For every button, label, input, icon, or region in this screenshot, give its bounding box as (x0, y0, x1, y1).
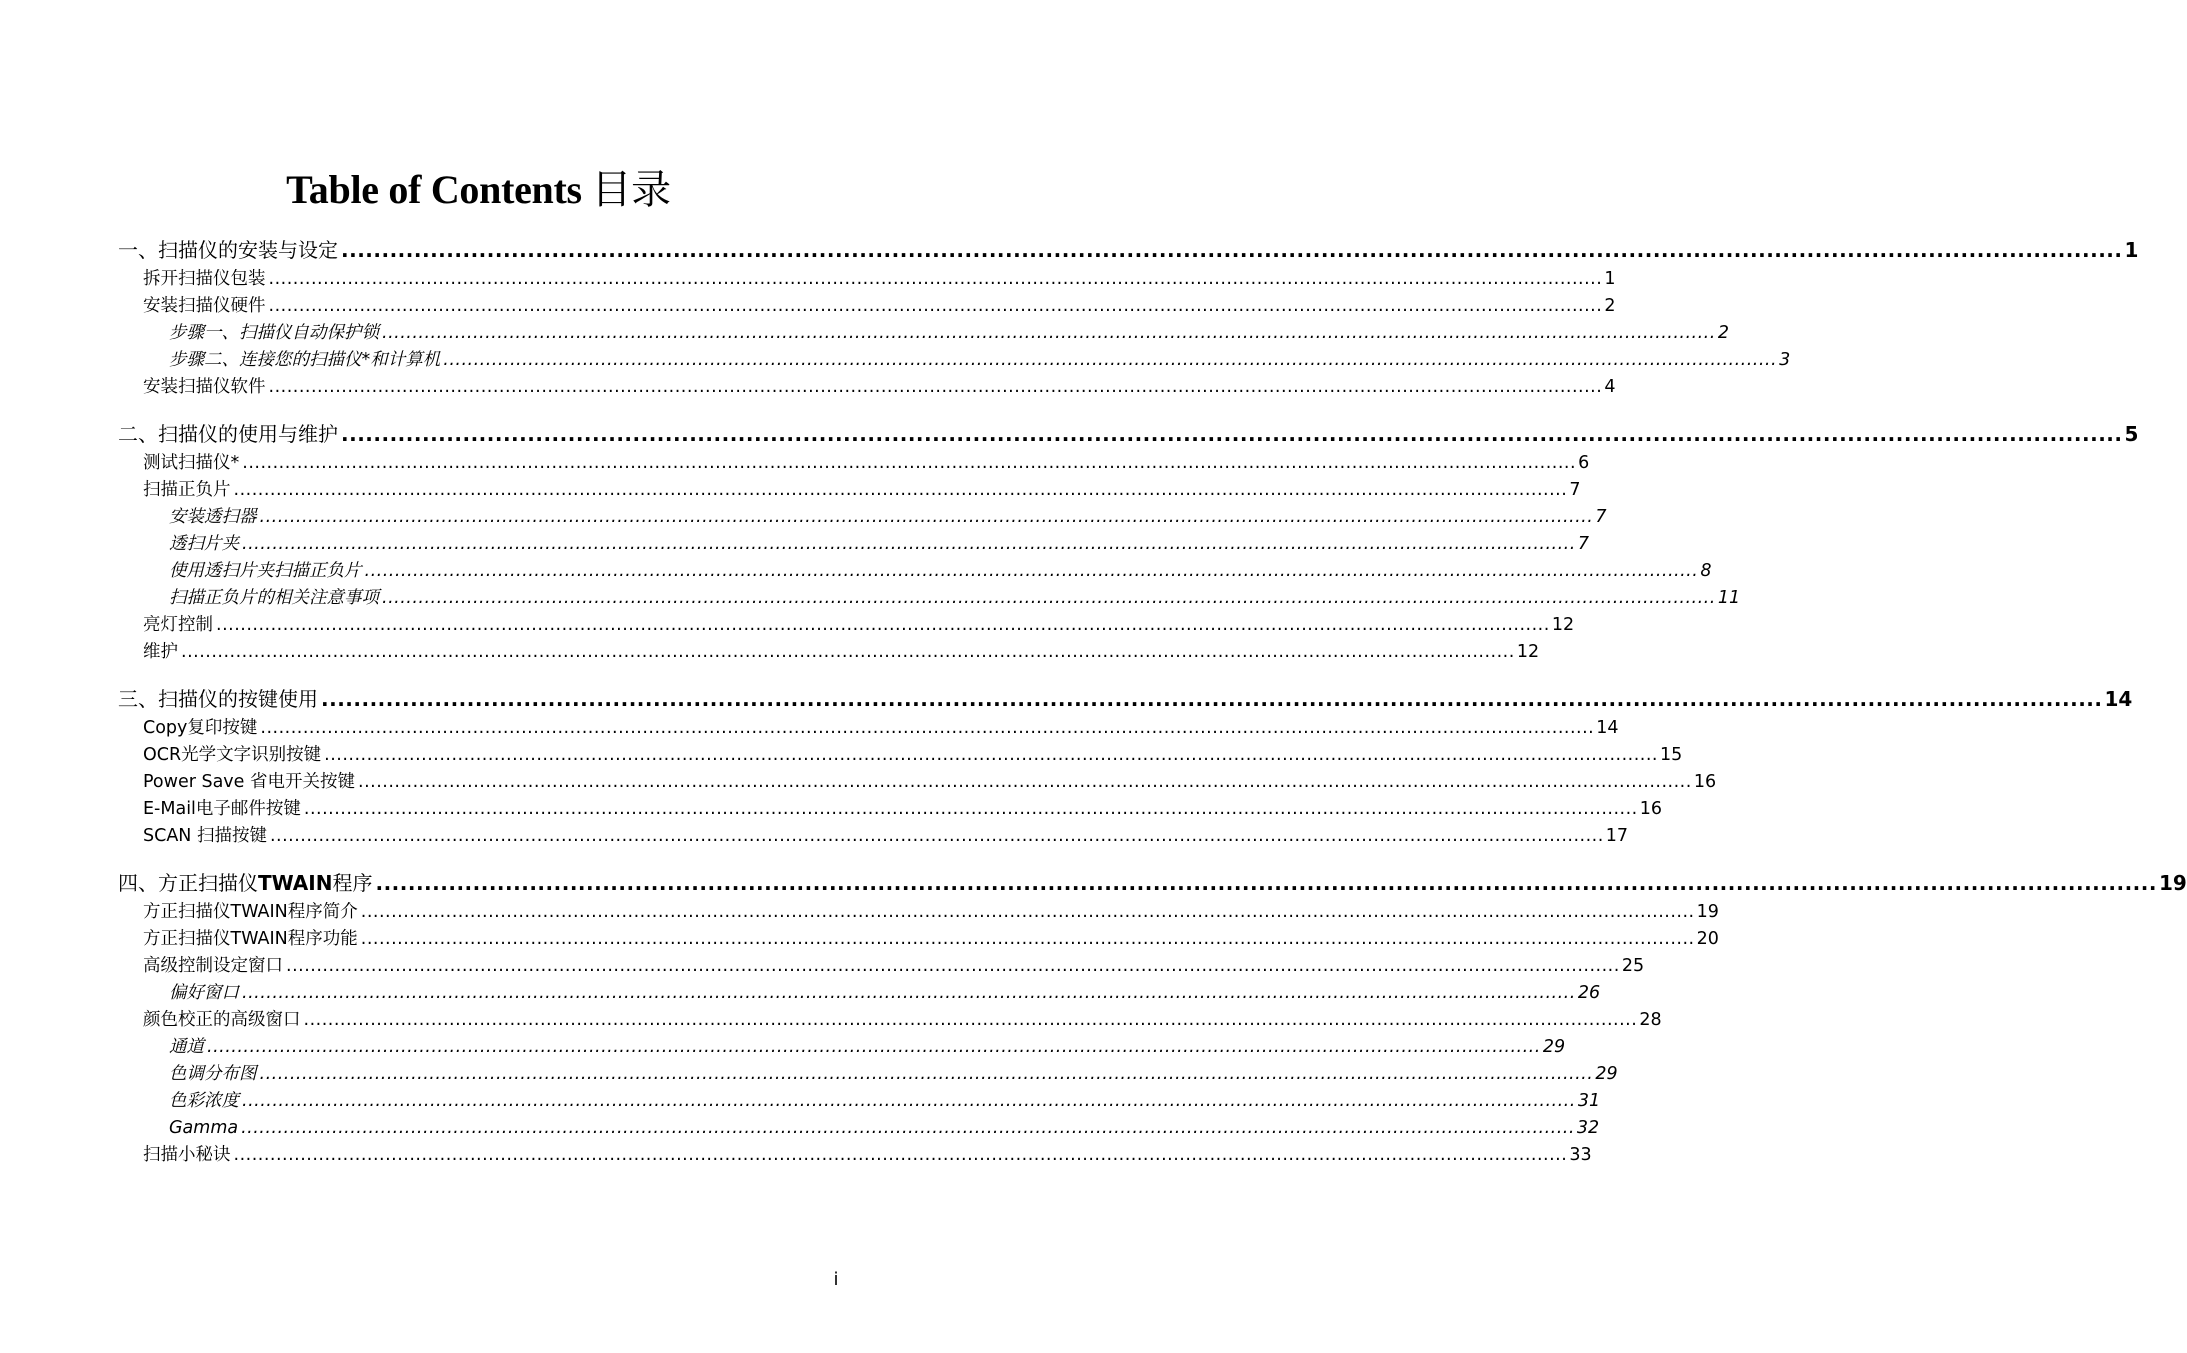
toc-leader-dots: ............................................................................................................................................................................................................................ (269, 826, 1604, 846)
toc-section-2[interactable] (118, 420, 2139, 448)
toc-leader-dots: ............................................................................................................................................................................................................................ (259, 1064, 1594, 1084)
toc-entry[interactable] (143, 477, 1581, 503)
toc-entry[interactable] (169, 1034, 1566, 1060)
toc-entry-label: 安装透扫器 (169, 507, 257, 527)
page-title-latin: Table of Contents (286, 167, 582, 212)
toc-entry-page: 2 (1604, 296, 1616, 316)
toc-entry-label: 测试扫描仪* (143, 453, 240, 473)
toc-entry-page: 3 (1779, 350, 1791, 370)
toc-entry-label: 色彩浓度 (169, 1091, 239, 1111)
toc-entry-label: 扫描正负片的相关注意事项 (169, 588, 379, 608)
toc-entry[interactable] (169, 585, 1741, 611)
toc-leader-dots: ............................................................................................................................................................................................................................ (242, 534, 1576, 554)
toc-entry[interactable] (143, 796, 1663, 822)
toc-entry-label (118, 869, 372, 897)
toc-entry-label: 二、扫描仪的使用与维护 (118, 422, 338, 446)
toc-entry-page: 8 (1700, 561, 1712, 581)
toc-leader-dots: ............................................................................................................................................................................................................................ (233, 1145, 1568, 1165)
toc-entry-page: 1 (1604, 269, 1616, 289)
toc-entry[interactable] (143, 823, 1629, 849)
toc-leader-dots: ............................................................................................................................................................................................................................ (324, 745, 1658, 765)
toc-entry[interactable] (143, 926, 1719, 952)
toc-entry-page: 7 (1577, 534, 1589, 554)
toc-entry-page: 17 (1605, 826, 1629, 846)
toc-leader-dots: ............................................................................................................................................................................................................................ (216, 615, 1550, 635)
toc-leader-dots: ............................................................................................................................................................................................................................ (360, 929, 1695, 949)
toc-section-4[interactable] (118, 869, 2187, 897)
toc-leader-dots: ............................................................................................................................................................................................................................ (382, 323, 1716, 343)
toc-entry-label: 三、扫描仪的按键使用 (118, 687, 318, 711)
toc-entry-page: 32 (1576, 1118, 1600, 1138)
toc-leader-dots: ............................................................................................................................................................................................................................ (268, 296, 1603, 316)
toc-entry-page: 14 (1596, 718, 1619, 738)
toc-entry[interactable] (169, 558, 1712, 584)
toc-leader-dots: ............................................................................................................................................................................................................................ (268, 377, 1603, 397)
toc-section-1[interactable] (118, 236, 2139, 264)
toc-entry-label: 安装扫描仪软件 (143, 377, 266, 397)
toc-entry[interactable] (143, 742, 1683, 768)
toc-entry-label: 通道 (169, 1037, 204, 1057)
toc-entry[interactable] (143, 715, 1619, 741)
toc-leader-dots: ............................................................................................................................................................................................................................ (364, 561, 1699, 581)
toc-leader-dots: ............................................................................................................................................................................................................................ (358, 772, 1692, 792)
toc-entry-page: 16 (1693, 772, 1717, 792)
toc-entry-label: 扫描小秘诀 (143, 1145, 231, 1165)
toc-leader-dots: ............................................................................................................................................................................................................................ (341, 238, 2123, 262)
toc-entry-page: 11 (1717, 588, 1741, 608)
toc-entry-page: 5 (2124, 422, 2139, 446)
toc-entry-label: 方正扫描仪TWAIN程序简介 (143, 902, 358, 922)
toc-entry[interactable] (169, 1115, 1600, 1141)
toc-leader-dots: ............................................................................................................................................................................................................................ (286, 956, 1620, 976)
toc-entry-label: Power Save 省电开关按键 (143, 772, 355, 792)
toc-entry-label: 方正扫描仪TWAIN程序功能 (143, 929, 358, 949)
toc-entry-page: 31 (1577, 1091, 1601, 1111)
toc-leader-dots: ............................................................................................................................................................................................................................ (207, 1037, 1541, 1057)
toc-entry-page: 6 (1578, 453, 1590, 473)
toc-entry-label: 透扫片夹 (169, 534, 239, 554)
toc-leader-dots: ............................................................................................................................................................................................................................ (382, 588, 1716, 608)
toc-entry[interactable] (169, 504, 1607, 530)
toc-section-4-bold: TWAIN (258, 871, 333, 895)
toc-leader-dots: ............................................................................................................................................................................................................................ (242, 983, 1576, 1003)
toc-entry-page: 4 (1604, 377, 1616, 397)
toc-entry[interactable] (169, 980, 1601, 1006)
toc-entry-label: 扫描正负片 (143, 480, 231, 500)
toc-leader-dots: ............................................................................................................................................................................................................................ (360, 902, 1695, 922)
toc-entry-page: 12 (1516, 642, 1540, 662)
toc-entry-label: 亮灯控制 (143, 615, 213, 635)
toc-leader-dots: ............................................................................................................................................................................................................................ (443, 350, 1778, 370)
toc-entry-page: 14 (2104, 687, 2133, 711)
toc-entry[interactable] (143, 953, 1645, 979)
toc-entry-label: 使用透扫片夹扫描正负片 (169, 561, 362, 581)
toc-entry-label: Gamma (169, 1118, 239, 1138)
toc-entry[interactable] (143, 1007, 1662, 1033)
toc-entry-page: 1 (2124, 238, 2139, 262)
toc-entry-label: SCAN 扫描按键 (143, 826, 267, 846)
toc-leader-dots: ............................................................................................................................................................................................................................ (242, 1091, 1576, 1111)
toc-entry-label: 步骤一、扫描仪自动保护锁 (169, 323, 379, 343)
toc-entry-label: 色调分布图 (169, 1064, 257, 1084)
toc-entry-label: OCR光学文字识别按键 (143, 745, 322, 765)
toc-entry-label: 偏好窗口 (169, 983, 239, 1003)
toc-entry-page: 7 (1569, 480, 1581, 500)
toc-entry-label: 一、扫描仪的安装与设定 (118, 238, 338, 262)
toc-leader-dots: ............................................................................................................................................................................................................................ (233, 480, 1568, 500)
toc-entry[interactable] (143, 639, 1540, 665)
toc-entry-page: 26 (1577, 983, 1601, 1003)
toc-entry-page: 19 (1696, 902, 1719, 922)
toc-entry-label: 颜色校正的高级窗口 (143, 1010, 301, 1030)
toc-entry-label: 拆开扫描仪包装 (143, 269, 266, 289)
toc-entry-page: 33 (1569, 1145, 1592, 1165)
toc-entry-page: 12 (1551, 615, 1575, 635)
toc-entry-label: 安装扫描仪硬件 (143, 296, 266, 316)
toc-entry-page: 16 (1639, 799, 1663, 819)
toc-entry[interactable] (143, 374, 1616, 400)
toc-leader-dots: ............................................................................................................................................................................................................................ (375, 871, 2157, 895)
toc-entry-label: 维护 (143, 642, 178, 662)
toc-entry[interactable] (169, 320, 1729, 346)
page-title-cjk: 目录 (591, 167, 671, 212)
toc-section-4-prefix: 四、方正扫描仪 (118, 871, 258, 895)
toc-leader-dots: ............................................................................................................................................................................................................................ (181, 642, 1515, 662)
toc-entry[interactable] (169, 531, 1589, 557)
toc-entry-page: 15 (1659, 745, 1683, 765)
toc-entry[interactable] (143, 899, 1719, 925)
toc-entry[interactable] (143, 293, 1616, 319)
toc-leader-dots: ............................................................................................................................................................................................................................ (242, 453, 1577, 473)
toc-entry-page: 28 (1639, 1010, 1662, 1030)
toc-entry-page: 25 (1621, 956, 1645, 976)
toc-leader-dots: ............................................................................................................................................................................................................................ (303, 799, 1638, 819)
toc-leader-dots: ............................................................................................................................................................................................................................ (341, 422, 2123, 446)
toc-leader-dots: ............................................................................................................................................................................................................................ (260, 718, 1595, 738)
toc-entry[interactable] (169, 1061, 1618, 1087)
toc-leader-dots: ............................................................................................................................................................................................................................ (268, 269, 1603, 289)
toc-entry[interactable] (143, 612, 1575, 638)
toc-entry-page: 29 (1595, 1064, 1618, 1084)
toc-entry[interactable] (143, 1142, 1592, 1168)
toc-leader-dots: ............................................................................................................................................................................................................................ (303, 1010, 1638, 1030)
toc-entry-label: Copy复印按键 (143, 718, 258, 738)
page-title (0, 166, 957, 214)
toc-leader-dots: ............................................................................................................................................................................................................................ (321, 687, 2103, 711)
toc-entry[interactable] (143, 450, 1590, 476)
toc-entry-page: 2 (1717, 323, 1729, 343)
toc-entry[interactable] (169, 1088, 1601, 1114)
toc-entry-page: 19 (2158, 871, 2187, 895)
toc-entry-page: 29 (1542, 1037, 1566, 1057)
toc-entry-page: 7 (1595, 507, 1607, 527)
toc-entry[interactable] (143, 266, 1616, 292)
toc-leader-dots: ............................................................................................................................................................................................................................ (241, 1118, 1575, 1138)
toc-entry[interactable] (143, 769, 1717, 795)
page-number: i (833, 1269, 839, 1290)
toc-entry-label: 高级控制设定窗口 (143, 956, 283, 976)
toc-leader-dots: ............................................................................................................................................................................................................................ (259, 507, 1594, 527)
toc-section-3[interactable] (118, 685, 2133, 713)
toc-entry-page: 20 (1696, 929, 1719, 949)
toc-entry-label: 步骤二、连接您的扫描仪*和计算机 (169, 350, 441, 370)
toc-section-4-suffix: 程序 (332, 871, 373, 895)
toc-entry[interactable] (169, 347, 1791, 373)
toc-entry-label: E-Mail电子邮件按键 (143, 799, 301, 819)
